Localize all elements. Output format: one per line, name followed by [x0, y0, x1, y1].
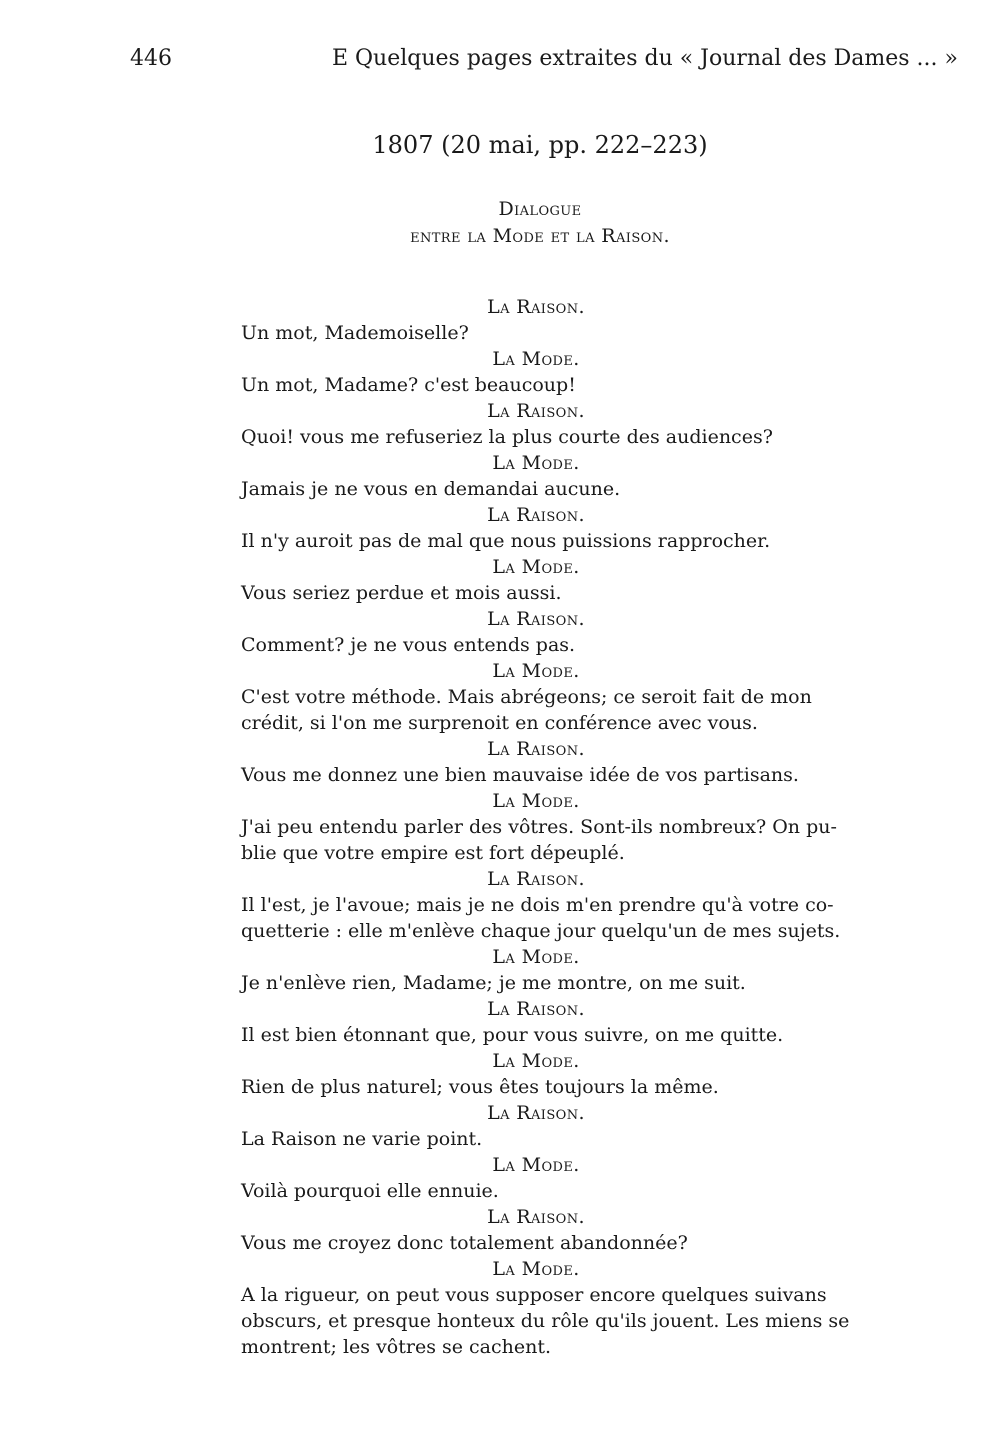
speaker-label: La Mode.	[492, 660, 580, 682]
speech-text	[241, 1126, 821, 1152]
speech-line: C'est votre méthode. Mais abrégeons; ce seroit fait de mon	[241, 686, 812, 708]
speech-line: Quoi! vous me refuseriez la plus courte des audiences?	[241, 426, 773, 448]
speech-text	[241, 476, 821, 502]
speech-line: montrent; les vôtres se cachent.	[241, 1336, 552, 1358]
speech-line: Vous me croyez donc totalement abandonnée?	[241, 1232, 688, 1254]
speech-line: crédit, si l'on me surprenoit en conférence avec vous.	[241, 712, 758, 734]
speaker-label: La Mode.	[492, 556, 580, 578]
speech-line: quetterie : elle m'enlève chaque jour quelqu'un de mes sujets.	[241, 920, 841, 942]
speech-text	[241, 1230, 821, 1256]
speaker-label: La Mode.	[492, 452, 580, 474]
speaker-label: La Mode.	[492, 348, 580, 370]
speaker-label: La Raison.	[487, 1102, 585, 1124]
speaker-label: La Raison.	[487, 868, 585, 890]
speech-text	[241, 1074, 821, 1100]
speech-line: A la rigueur, on peut vous supposer encore quelques suivans	[241, 1284, 827, 1306]
speech-text	[241, 320, 821, 346]
speech-line: Il est bien étonnant que, pour vous suivre, on me quitte.	[241, 1024, 784, 1046]
speaker-label: La Mode.	[492, 946, 580, 968]
speech-text	[241, 372, 821, 398]
speech-text	[241, 632, 821, 658]
speaker-label: La Raison.	[487, 400, 585, 422]
speech-line: obscurs, et presque honteux du rôle qu'ils jouent. Les miens se	[241, 1310, 850, 1332]
speech-text	[241, 1178, 821, 1204]
speech-line: Il n'y auroit pas de mal que nous puissions rapprocher.	[241, 530, 771, 552]
dialogue-title-line-2: entre la Mode et la Raison.	[410, 225, 670, 247]
running-head: E Quelques pages extraites du « Journal des Dames ... »	[331, 46, 958, 71]
speech-line: J'ai peu entendu parler des vôtres. Sont-ils nombreux? On pu-	[241, 816, 837, 838]
speech-text	[241, 1022, 821, 1048]
speaker-label: La Raison.	[487, 998, 585, 1020]
speaker-label: La Mode.	[492, 1154, 580, 1176]
speech-line: blie que votre empire est fort dépeuplé.	[241, 842, 625, 864]
speech-line: Rien de plus naturel; vous êtes toujours la même.	[241, 1076, 719, 1098]
speech-text	[241, 528, 821, 554]
speaker-label: La Raison.	[487, 738, 585, 760]
speech-line: Je n'enlève rien, Madame; je me montre, on me suit.	[241, 972, 746, 994]
speech-text	[241, 424, 821, 450]
speech-text	[241, 762, 821, 788]
speaker-label: La Raison.	[487, 1206, 585, 1228]
speech-text	[241, 970, 821, 996]
page-number: 446	[130, 46, 172, 71]
speech-text	[241, 892, 841, 944]
speech-line: Un mot, Madame? c'est beaucoup!	[241, 374, 576, 396]
speaker-label: La Mode.	[492, 790, 580, 812]
speaker-label: La Mode.	[492, 1050, 580, 1072]
speech-line: Un mot, Mademoiselle?	[241, 322, 469, 344]
speaker-label: La Raison.	[487, 608, 585, 630]
speaker-label: La Raison.	[487, 296, 585, 318]
dialogue-body	[241, 294, 850, 1360]
speech-line: Vous seriez perdue et mois aussi.	[241, 582, 562, 604]
speech-line: Voilà pourquoi elle ennuie.	[241, 1180, 499, 1202]
speech-line: Comment? je ne vous entends pas.	[241, 634, 576, 656]
speech-text	[241, 580, 821, 606]
dialogue-title	[240, 196, 840, 250]
speech-text	[241, 814, 837, 866]
speech-text	[241, 1282, 850, 1360]
speech-line: Jamais je ne vous en demandai aucune.	[241, 478, 621, 500]
speech-line: Vous me donnez une bien mauvaise idée de vos partisans.	[241, 764, 799, 786]
speaker-label: La Raison.	[487, 504, 585, 526]
section-heading: 1807 (20 mai, pp. 222–223)	[372, 131, 708, 159]
speech-line: Il l'est, je l'avoue; mais je ne dois m'en prendre qu'à votre co-	[241, 894, 834, 916]
speech-line: La Raison ne varie point.	[241, 1128, 483, 1150]
dialogue-title-line-1: Dialogue	[498, 198, 582, 220]
speaker-label: La Mode.	[492, 1258, 580, 1280]
speech-text	[241, 684, 821, 736]
